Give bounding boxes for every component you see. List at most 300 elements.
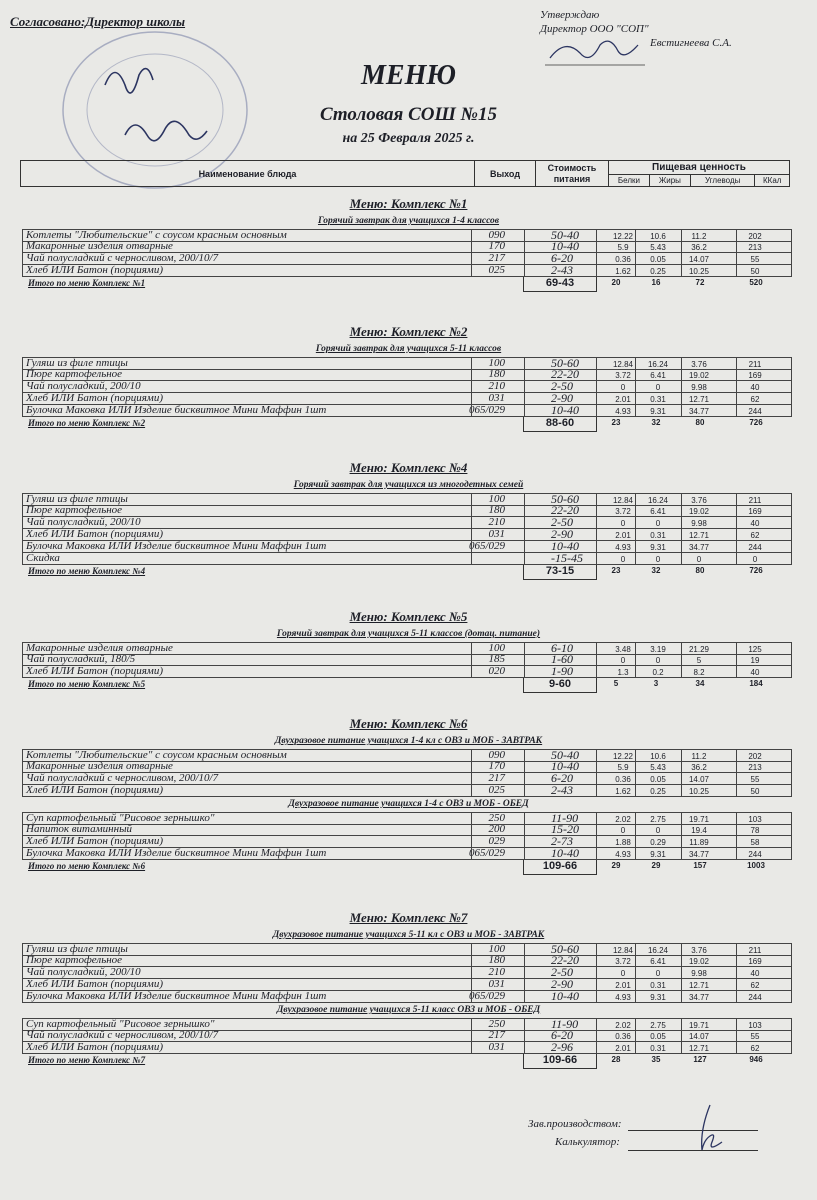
column-divider <box>635 393 636 404</box>
column-divider <box>736 785 737 796</box>
dish-kcal: 78 <box>750 826 760 835</box>
dish-fat: 16.24 <box>647 360 669 369</box>
dish-name: Котлеты "Любительские" с соусом красным основным <box>26 229 287 241</box>
dish-name: Гуляш из филе птицы <box>26 357 128 369</box>
column-divider <box>596 848 597 859</box>
column-divider <box>471 761 472 772</box>
column-divider <box>524 529 525 540</box>
column-divider <box>524 393 525 404</box>
column-divider <box>471 541 472 552</box>
dish-fat: 0 <box>655 383 661 392</box>
column-divider <box>471 1030 472 1041</box>
column-divider <box>471 955 472 966</box>
dish-name: Гуляш из филе птицы <box>26 493 128 505</box>
dish-carbs: 9.98 <box>691 383 707 392</box>
total-fat: 32 <box>651 566 661 575</box>
column-divider <box>736 643 737 654</box>
column-divider <box>736 955 737 966</box>
dish-carbs: 3.76 <box>691 496 707 505</box>
dish-carbs: 3.76 <box>691 946 707 955</box>
dish-kcal: 55 <box>750 1032 760 1041</box>
dish-carbs: 0 <box>696 555 702 564</box>
column-divider <box>596 1030 597 1041</box>
column-divider <box>524 265 525 276</box>
dish-fat: 0.2 <box>652 668 664 677</box>
column-divider <box>471 265 472 276</box>
dish-name: Чай полусладкий, 180/5 <box>26 653 136 665</box>
producer-label: Зав.производством: <box>528 1118 622 1130</box>
dish-fat: 0.31 <box>650 1044 666 1053</box>
column-divider <box>524 541 525 552</box>
column-divider <box>736 991 737 1002</box>
dish-output: 065/029 <box>468 990 505 1002</box>
column-divider <box>596 393 597 404</box>
column-divider <box>524 967 525 978</box>
dish-price: 50-60 <box>551 942 579 956</box>
column-divider <box>681 358 682 369</box>
column-divider <box>524 505 525 516</box>
dish-fat: 5.43 <box>650 763 666 772</box>
complex-title: Меню: Комплекс №5 <box>349 609 468 624</box>
column-divider <box>596 241 597 252</box>
dish-price: 2-50 <box>551 515 573 529</box>
dish-name: Хлеб ИЛИ Батон (порциями) <box>26 1041 163 1053</box>
column-divider <box>681 241 682 252</box>
dish-protein: 0.36 <box>615 255 631 264</box>
canteen-title: Столовая СОШ №15 <box>319 104 498 125</box>
dish-fat: 0.25 <box>650 267 666 276</box>
column-divider <box>635 979 636 990</box>
dish-price: 10-40 <box>551 759 579 773</box>
column-divider <box>524 381 525 392</box>
dish-fat: 2.75 <box>650 815 666 824</box>
dish-carbs: 9.98 <box>691 969 707 978</box>
dish-name: Булочка Маковка ИЛИ Изделие бисквитное Мини Маффин 1шт <box>26 404 327 416</box>
approve-line: Евстигнеева С.А. <box>650 37 732 49</box>
column-divider <box>736 848 737 859</box>
dish-kcal: 62 <box>750 531 760 540</box>
column-divider <box>471 393 472 404</box>
column-divider <box>736 393 737 404</box>
dish-protein: 12.22 <box>612 752 634 761</box>
total-fat: 32 <box>651 418 661 427</box>
dish-kcal: 211 <box>748 946 762 955</box>
dish-protein: 0 <box>620 383 626 392</box>
dish-price: 2-73 <box>551 834 573 848</box>
dish-name: Котлеты "Любительские" с соусом красным основным <box>26 749 287 761</box>
column-divider <box>596 979 597 990</box>
dish-protein: 4.93 <box>615 993 631 1002</box>
column-divider <box>635 1019 636 1030</box>
dish-price: 2-43 <box>551 263 573 277</box>
group-subtitle: Горячий завтрак для учащихся 5-11 классов <box>315 344 502 354</box>
dish-carbs: 19.02 <box>688 507 710 516</box>
dish-kcal: 169 <box>748 371 762 380</box>
total-label: Итого по меню Комплекс №2 <box>28 418 146 428</box>
total-fat: 16 <box>651 278 661 287</box>
column-divider <box>635 848 636 859</box>
dish-output: 031 <box>488 1041 505 1053</box>
dish-carbs: 21.29 <box>688 645 710 654</box>
dish-carbs: 34.77 <box>688 407 710 416</box>
total-carbs: 157 <box>693 861 707 870</box>
column-divider <box>524 1030 525 1041</box>
dish-name: Напиток витаминный <box>26 823 133 835</box>
dish-protein: 2.02 <box>615 815 631 824</box>
column-divider <box>471 967 472 978</box>
column-divider <box>596 666 597 677</box>
dish-kcal: 19 <box>750 656 760 665</box>
column-divider <box>681 253 682 264</box>
column-divider <box>471 836 472 847</box>
dish-protein: 12.84 <box>612 360 634 369</box>
dish-name: Булочка Маковка ИЛИ Изделие бисквитное Мини Маффин 1шт <box>26 990 327 1002</box>
column-divider <box>635 773 636 784</box>
dish-fat: 0 <box>655 969 661 978</box>
dish-fat: 0 <box>655 519 661 528</box>
dish-protein: 2.01 <box>615 1044 631 1053</box>
column-divider <box>635 369 636 380</box>
column-divider <box>681 750 682 761</box>
column-divider <box>681 824 682 835</box>
column-divider <box>596 553 597 564</box>
column-divider <box>635 494 636 505</box>
column-divider <box>681 967 682 978</box>
dish-output: 217 <box>488 772 505 784</box>
column-divider <box>596 505 597 516</box>
dish-price: 22-20 <box>551 367 579 381</box>
column-divider <box>635 955 636 966</box>
column-divider <box>736 253 737 264</box>
column-divider <box>736 381 737 392</box>
dish-name: Хлеб ИЛИ Батон (порциями) <box>26 528 163 540</box>
column-divider <box>596 529 597 540</box>
dish-kcal: 213 <box>748 763 762 772</box>
dish-kcal: 213 <box>748 243 762 252</box>
column-divider <box>635 967 636 978</box>
dish-output: 025 <box>488 264 505 276</box>
column-divider <box>471 979 472 990</box>
dish-kcal: 169 <box>748 957 762 966</box>
column-divider <box>681 265 682 276</box>
column-divider <box>596 967 597 978</box>
table-row <box>22 405 792 417</box>
column-divider <box>681 991 682 1002</box>
column-divider <box>635 265 636 276</box>
dish-price: 2-96 <box>551 1040 573 1054</box>
dish-carbs: 12.71 <box>688 981 710 990</box>
total-price: 9-60 <box>523 678 597 693</box>
total-price: 69-43 <box>523 277 597 292</box>
group-subtitle: Двухразовое питание учащихся 1-4 кл с ОВЗ и МОБ - ЗАВТРАК <box>274 736 543 746</box>
column-divider <box>524 773 525 784</box>
column-divider <box>524 230 525 241</box>
column-divider <box>736 654 737 665</box>
column-divider <box>736 750 737 761</box>
dish-carbs: 34.77 <box>688 993 710 1002</box>
column-divider <box>736 494 737 505</box>
total-fat: 3 <box>653 679 659 688</box>
group-subtitle: Горячий завтрак для учащихся из многодетных семей <box>293 480 524 490</box>
complex-title: Меню: Комплекс №1 <box>349 196 468 211</box>
column-divider <box>471 654 472 665</box>
total-protein: 23 <box>611 418 621 427</box>
dish-protein: 4.93 <box>615 407 631 416</box>
column-divider <box>681 393 682 404</box>
dish-kcal: 103 <box>748 815 762 824</box>
column-divider <box>524 813 525 824</box>
column-divider <box>635 358 636 369</box>
dish-kcal: 40 <box>750 383 760 392</box>
dish-name: Пюре картофельное <box>26 368 123 380</box>
dish-fat: 2.75 <box>650 1021 666 1030</box>
dish-price: 11-90 <box>551 1017 579 1031</box>
column-divider <box>736 824 737 835</box>
dish-fat: 0.31 <box>650 981 666 990</box>
col-protein: Белки <box>609 175 650 187</box>
column-divider <box>471 813 472 824</box>
total-carbs: 34 <box>695 679 705 688</box>
dish-fat: 3.19 <box>650 645 666 654</box>
dish-fat: 9.31 <box>650 993 666 1002</box>
column-divider <box>524 944 525 955</box>
column-divider <box>681 785 682 796</box>
dish-name: Булочка Маковка ИЛИ Изделие бисквитное Мини Маффин 1шт <box>26 540 327 552</box>
dish-name: Гуляш из филе птицы <box>26 943 128 955</box>
group-subtitle: Горячий завтрак для учащихся 1-4 классов <box>317 216 500 226</box>
column-divider <box>524 666 525 677</box>
column-divider <box>524 955 525 966</box>
dish-price: 50-60 <box>551 492 579 506</box>
dish-kcal: 50 <box>750 787 760 796</box>
col-price: Стоимость питания <box>536 161 609 187</box>
column-divider <box>635 553 636 564</box>
col-kcal: ККал <box>755 175 790 187</box>
total-carbs: 80 <box>695 566 705 575</box>
total-protein: 5 <box>613 679 619 688</box>
column-divider <box>596 991 597 1002</box>
dish-fat: 0 <box>655 656 661 665</box>
dish-name: Чай полусладкий с черносливом, 200/10/7 <box>26 1029 219 1041</box>
dish-output: 170 <box>488 240 505 252</box>
dish-price: 1-60 <box>551 652 573 666</box>
column-divider <box>471 666 472 677</box>
dish-carbs: 10.25 <box>688 267 710 276</box>
approve-line: Утверждаю <box>540 9 600 21</box>
dish-fat: 0.05 <box>650 255 666 264</box>
dish-protein: 0 <box>620 555 626 564</box>
complex-title: Меню: Комплекс №7 <box>349 910 468 925</box>
total-label: Итого по меню Комплекс №4 <box>28 566 146 576</box>
dish-name: Чай полусладкий с черносливом, 200/10/7 <box>26 252 219 264</box>
column-divider <box>635 505 636 516</box>
column-divider <box>635 991 636 1002</box>
column-divider <box>471 241 472 252</box>
column-divider <box>524 761 525 772</box>
column-divider <box>681 1019 682 1030</box>
dish-name: Чай полусладкий с черносливом, 200/10/7 <box>26 772 219 784</box>
dish-protein: 0 <box>620 969 626 978</box>
dish-protein: 1.62 <box>615 267 631 276</box>
dish-protein: 12.84 <box>612 946 634 955</box>
dish-price: 10-40 <box>551 989 579 1003</box>
column-divider <box>596 944 597 955</box>
total-protein: 23 <box>611 566 621 575</box>
dish-name: Хлеб ИЛИ Батон (порциями) <box>26 784 163 796</box>
column-divider <box>635 666 636 677</box>
dish-name: Хлеб ИЛИ Батон (порциями) <box>26 665 163 677</box>
dish-fat: 10.6 <box>650 232 666 241</box>
column-divider <box>635 253 636 264</box>
dish-name: Хлеб ИЛИ Батон (порциями) <box>26 978 163 990</box>
column-divider <box>524 369 525 380</box>
dish-kcal: 244 <box>748 993 762 1002</box>
column-divider <box>471 529 472 540</box>
dish-fat: 9.31 <box>650 407 666 416</box>
dish-output: 020 <box>488 665 505 677</box>
column-divider <box>736 241 737 252</box>
column-divider <box>635 1030 636 1041</box>
column-divider <box>736 230 737 241</box>
column-divider <box>596 253 597 264</box>
dish-protein: 1.62 <box>615 787 631 796</box>
total-price: 109-66 <box>523 860 597 875</box>
dish-protein: 3.48 <box>615 645 631 654</box>
column-divider <box>596 773 597 784</box>
dish-kcal: 169 <box>748 507 762 516</box>
column-divider <box>736 358 737 369</box>
dish-kcal: 244 <box>748 407 762 416</box>
column-divider <box>635 405 636 416</box>
column-divider <box>471 494 472 505</box>
column-divider <box>635 750 636 761</box>
column-divider <box>736 944 737 955</box>
dish-kcal: 58 <box>750 838 760 847</box>
column-divider <box>681 761 682 772</box>
dish-fat: 0.25 <box>650 787 666 796</box>
dish-output: 065/029 <box>468 847 505 859</box>
dish-kcal: 202 <box>748 752 762 761</box>
column-divider <box>596 750 597 761</box>
column-divider <box>681 848 682 859</box>
dish-output: 217 <box>488 1029 505 1041</box>
dish-fat: 9.31 <box>650 543 666 552</box>
dish-output: 031 <box>488 528 505 540</box>
dish-carbs: 3.76 <box>691 360 707 369</box>
dish-kcal: 40 <box>750 519 760 528</box>
dish-carbs: 10.25 <box>688 787 710 796</box>
column-divider <box>596 785 597 796</box>
column-divider <box>524 824 525 835</box>
dish-name: Чай полусладкий, 200/10 <box>26 380 141 392</box>
column-divider <box>635 761 636 772</box>
dish-carbs: 36.2 <box>691 763 707 772</box>
column-divider <box>596 517 597 528</box>
column-divider <box>681 773 682 784</box>
column-divider <box>681 541 682 552</box>
dish-price: 2-50 <box>551 379 573 393</box>
column-divider <box>635 381 636 392</box>
column-divider <box>681 1042 682 1053</box>
dish-price: 10-40 <box>551 403 579 417</box>
column-divider <box>681 517 682 528</box>
dish-fat: 6.41 <box>650 957 666 966</box>
column-divider <box>736 505 737 516</box>
dish-kcal: 40 <box>750 668 760 677</box>
column-divider <box>471 1019 472 1030</box>
column-divider <box>471 358 472 369</box>
column-divider <box>471 553 472 564</box>
column-divider <box>681 405 682 416</box>
dish-output: 031 <box>488 978 505 990</box>
dish-output: 029 <box>488 835 505 847</box>
dish-name: Макаронные изделия отварные <box>26 240 173 252</box>
column-divider <box>596 230 597 241</box>
dish-output: 100 <box>488 642 505 654</box>
column-divider <box>736 773 737 784</box>
dish-kcal: 40 <box>750 969 760 978</box>
dish-output: 090 <box>488 749 505 761</box>
column-divider <box>596 836 597 847</box>
total-kcal: 726 <box>749 418 763 427</box>
dish-output: 180 <box>488 368 505 380</box>
column-divider <box>471 505 472 516</box>
column-divider <box>736 761 737 772</box>
table-row <box>22 848 792 860</box>
column-divider <box>471 848 472 859</box>
dish-kcal: 0 <box>752 555 758 564</box>
dish-price: 6-20 <box>551 771 573 785</box>
column-divider <box>524 1019 525 1030</box>
dish-fat: 0 <box>655 555 661 564</box>
dish-carbs: 11.2 <box>691 752 707 761</box>
column-divider <box>736 1042 737 1053</box>
dish-protein: 1.3 <box>617 668 629 677</box>
dish-price: 6-20 <box>551 1028 573 1042</box>
column-divider <box>635 230 636 241</box>
dish-price: 22-20 <box>551 503 579 517</box>
dish-protein: 2.02 <box>615 1021 631 1030</box>
dish-protein: 4.93 <box>615 543 631 552</box>
dish-kcal: 55 <box>750 775 760 784</box>
dish-price: 6-20 <box>551 251 573 265</box>
dish-protein: 3.72 <box>615 957 631 966</box>
dish-fat: 6.41 <box>650 507 666 516</box>
dish-name: Хлеб ИЛИ Батон (порциями) <box>26 392 163 404</box>
dish-fat: 0.29 <box>650 838 666 847</box>
total-carbs: 80 <box>695 418 705 427</box>
column-divider <box>681 944 682 955</box>
group-subtitle: Горячий завтрак для учащихся 5-11 классов (дотац. питание) <box>276 629 541 639</box>
column-divider <box>681 979 682 990</box>
total-label: Итого по меню Комплекс №1 <box>28 278 146 288</box>
dish-carbs: 34.77 <box>688 850 710 859</box>
dish-price: 2-90 <box>551 527 573 541</box>
column-divider <box>681 369 682 380</box>
column-divider <box>596 405 597 416</box>
dish-name: Макаронные изделия отварные <box>26 760 173 772</box>
column-divider <box>681 654 682 665</box>
col-output: Выход <box>475 161 536 187</box>
column-divider <box>596 1019 597 1030</box>
dish-price: 10-40 <box>551 846 579 860</box>
dish-price: 2-50 <box>551 965 573 979</box>
dish-carbs: 5 <box>696 656 702 665</box>
dish-output: 180 <box>488 504 505 516</box>
dish-output: 100 <box>488 493 505 505</box>
column-divider <box>635 836 636 847</box>
column-divider <box>471 643 472 654</box>
